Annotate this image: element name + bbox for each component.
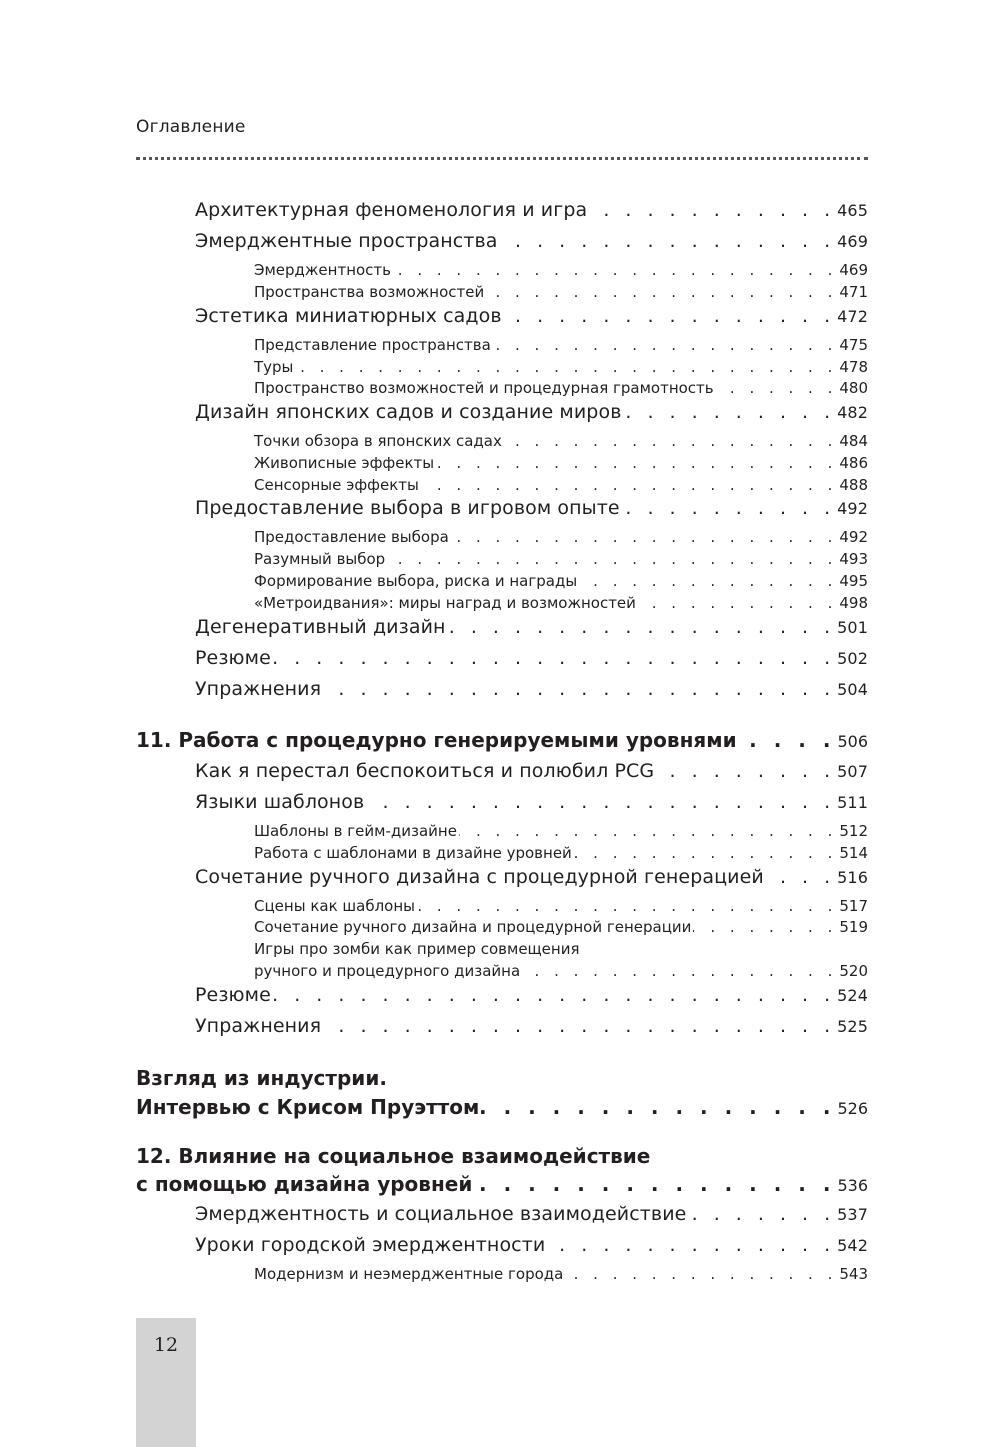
toc-entry[interactable] <box>195 866 868 888</box>
toc-entry-page: 486 <box>839 454 868 472</box>
toc-entry-page: 493 <box>839 550 868 568</box>
toc-entry-title: Модернизм и неэмерджентные города <box>254 1265 564 1283</box>
toc-subentry[interactable] <box>254 1265 868 1283</box>
toc-entry-title: Эмерджентность <box>254 261 392 279</box>
toc-entry-title: Дизайн японских садов и создание миров <box>195 401 622 423</box>
toc-leader-dots <box>273 984 835 1006</box>
toc-leader-dots <box>421 476 838 494</box>
toc-entry-page: 469 <box>839 261 868 279</box>
toc-entry-title: Эмерджентные пространства <box>195 230 498 252</box>
toc-chapter-title-line1[interactable]: 12. Влияние на социальное взаимодействие <box>136 1144 651 1168</box>
toc-subentry[interactable] <box>254 358 868 376</box>
toc-chapter[interactable] <box>136 1095 868 1119</box>
toc-subentry[interactable] <box>254 962 868 980</box>
toc-entry-page: 512 <box>839 822 868 840</box>
toc-entry-page: 504 <box>837 680 868 699</box>
toc-subentry[interactable] <box>254 476 868 494</box>
toc-subentry[interactable] <box>254 844 868 862</box>
toc-entry[interactable] <box>195 401 868 423</box>
toc-entry-page: 465 <box>837 201 868 220</box>
toc-subentry[interactable] <box>254 454 868 472</box>
toc-leader-dots <box>448 616 836 638</box>
toc-entry-page: 472 <box>837 307 868 326</box>
toc-leader-dots <box>504 305 836 327</box>
toc-leader-dots <box>387 550 837 568</box>
toc-leader-dots <box>366 791 835 813</box>
toc-leader-dots <box>393 261 837 279</box>
toc-entry-title: Работа с шаблонами в дизайне уровней <box>254 844 572 862</box>
toc-entry-page: 507 <box>837 762 868 781</box>
toc-chapter[interactable] <box>136 1172 868 1196</box>
toc-entry-title: Упражнения <box>195 1015 322 1037</box>
toc-leader-dots <box>500 230 836 252</box>
toc-entry[interactable] <box>195 1015 868 1037</box>
toc-leader-dots <box>493 336 838 354</box>
toc-entry-page: 471 <box>839 283 868 301</box>
toc-entry-title: Языки шаблонов <box>195 791 365 813</box>
toc-leader-dots <box>693 918 837 936</box>
toc-entry-title: Как я перестал беспокоиться и полюбил PCG <box>195 760 655 782</box>
toc-leader-dots <box>547 1234 835 1256</box>
toc-entry[interactable] <box>195 1234 868 1256</box>
toc-entry-page: 480 <box>839 379 868 397</box>
toc-entry[interactable] <box>195 497 868 519</box>
toc-leader-dots <box>474 1172 835 1196</box>
toc-entry-page: 495 <box>839 572 868 590</box>
toc-entry-title: Резюме <box>195 647 271 669</box>
toc-entry-title: Сцены как шаблоны <box>254 897 415 915</box>
toc-entry-title: Пространства возможностей <box>254 283 485 301</box>
toc-entry-page: 516 <box>837 868 868 887</box>
toc-entry-title: Эстетика миниатюрных садов <box>195 305 502 327</box>
toc-entry[interactable] <box>195 616 868 638</box>
toc-entry-title: Пространство возможностей и процедурная грамотность <box>254 379 714 397</box>
toc-entry-page: 498 <box>839 594 868 612</box>
toc-chapter-title-line1[interactable]: Взгляд из индустрии. <box>136 1066 387 1090</box>
toc-entry-title: Представление пространства <box>254 336 491 354</box>
toc-leader-dots <box>486 283 837 301</box>
toc-subentry[interactable] <box>254 822 868 840</box>
toc-subentry[interactable] <box>254 432 868 450</box>
toc-chapter-title: с помощью дизайна уровней <box>136 1172 473 1196</box>
toc-entry-page: 484 <box>839 432 868 450</box>
toc-subentry-title-line1[interactable]: Игры про зомби как пример совмещения <box>254 940 580 958</box>
toc-entry[interactable] <box>195 1203 868 1225</box>
toc-entry-page: 524 <box>837 986 868 1005</box>
toc-entry-title: Дегенеративный дизайн <box>195 616 446 638</box>
toc-subentry[interactable] <box>254 261 868 279</box>
toc-subentry[interactable] <box>254 550 868 568</box>
toc-leader-dots <box>323 1015 835 1037</box>
toc-entry-title: Туры <box>254 358 294 376</box>
toc-entry-title: ручного и процедурного дизайна <box>254 962 521 980</box>
toc-leader-dots <box>589 199 835 221</box>
toc-entry-page: 488 <box>839 476 868 494</box>
toc-entry-page: 469 <box>837 232 868 251</box>
toc-entry-title: Шаблоны в гейм-дизайне <box>254 822 457 840</box>
toc-leader-dots <box>739 728 836 752</box>
toc-entry-page: 492 <box>839 528 868 546</box>
toc-entry[interactable] <box>195 305 868 327</box>
toc-entry-title: Упражнения <box>195 678 322 700</box>
toc-entry-page: 492 <box>837 499 868 518</box>
page-number-tab <box>136 1318 196 1447</box>
toc-leader-dots <box>522 962 837 980</box>
toc-leader-dots <box>295 358 837 376</box>
toc-leader-dots <box>579 572 837 590</box>
toc-leader-dots <box>688 1203 835 1225</box>
toc-subentry[interactable] <box>254 572 868 590</box>
toc-entry-page: 519 <box>839 918 868 936</box>
toc-subentry[interactable] <box>254 379 868 397</box>
toc-entry-title: Архитектурная феноменология и игра <box>195 199 588 221</box>
toc-subentry[interactable] <box>254 918 868 936</box>
toc-entry-page: 520 <box>839 962 868 980</box>
toc-leader-dots <box>481 1095 835 1119</box>
toc-entry-title: Предоставление выбора в игровом опыте <box>195 497 620 519</box>
toc-entry-title: Предоставление выбора <box>254 528 449 546</box>
toc-entry-page: 514 <box>839 844 868 862</box>
toc-chapter-title: Интервью с Крисом Пруэттом <box>136 1095 480 1119</box>
toc-entry-page: 536 <box>837 1176 868 1195</box>
toc-leader-dots <box>323 678 835 700</box>
toc-leader-dots <box>638 594 837 612</box>
toc-entry[interactable] <box>195 199 868 221</box>
toc-entry[interactable] <box>195 760 868 782</box>
toc-entry-page: 501 <box>837 618 868 637</box>
toc-leader-dots <box>574 844 838 862</box>
toc-leader-dots <box>565 1265 837 1283</box>
toc-leader-dots <box>451 528 838 546</box>
toc-leader-dots <box>417 897 837 915</box>
toc-entry-title: Разумный выбор <box>254 550 386 568</box>
toc-leader-dots <box>656 760 835 782</box>
toc-entry[interactable] <box>195 984 868 1006</box>
toc-entry-title: Сочетание ручного дизайна с процедурной генерацией <box>195 866 764 888</box>
toc-leader-dots <box>766 866 835 888</box>
toc-entry-page: 517 <box>839 897 868 915</box>
toc-entry-page: 526 <box>837 1099 868 1118</box>
toc-entry-title: Уроки городской эмерджентности <box>195 1234 546 1256</box>
toc-entry-page: 525 <box>837 1017 868 1036</box>
toc-subentry[interactable] <box>254 336 868 354</box>
toc-entry-page: 542 <box>837 1236 868 1255</box>
page-number: 12 <box>153 1334 179 1356</box>
toc-entry-title: Живописные эффекты <box>254 454 435 472</box>
toc-leader-dots <box>624 401 836 423</box>
toc-entry-page: 543 <box>839 1265 868 1283</box>
toc-entry[interactable] <box>195 647 868 669</box>
toc-entry-title: Формирование выбора, риска и награды <box>254 572 578 590</box>
toc-subentry[interactable] <box>254 283 868 301</box>
toc-entry-title: Эмерджентность и социальное взаимодействие <box>195 1203 687 1225</box>
toc-entry[interactable] <box>195 230 868 252</box>
toc-leader-dots <box>436 454 837 472</box>
toc-entry-page: 506 <box>837 732 868 751</box>
toc-entry-page: 511 <box>837 793 868 812</box>
toc-entry-title: «Метроидвания»: миры наград и возможностей <box>254 594 636 612</box>
toc-entry-title: Резюме <box>195 984 271 1006</box>
toc-leader-dots <box>459 822 837 840</box>
toc-entry[interactable] <box>195 791 868 813</box>
toc-subentry[interactable] <box>254 528 868 546</box>
toc-subentry[interactable] <box>254 594 868 612</box>
toc-entry-page: 482 <box>837 403 868 422</box>
toc-leader-dots <box>504 432 838 450</box>
toc-chapter-title: 11. Работа с процедурно генерируемыми уровнями <box>136 728 737 752</box>
toc-entry-title: Сенсорные эффекты <box>254 476 419 494</box>
toc-leader-dots <box>273 647 835 669</box>
running-head: Оглавление <box>136 117 246 137</box>
toc-subentry[interactable] <box>254 897 868 915</box>
toc-entry-page: 478 <box>839 358 868 376</box>
toc-chapter[interactable] <box>136 728 868 752</box>
toc-leader-dots <box>716 379 838 397</box>
toc-entry-page: 475 <box>839 336 868 354</box>
toc-leader-dots <box>622 497 835 519</box>
toc-entry[interactable] <box>195 678 868 700</box>
toc-entry-page: 502 <box>837 649 868 668</box>
toc-entry-page: 537 <box>837 1205 868 1224</box>
toc-entry-title: Точки обзора в японских садах <box>254 432 502 450</box>
toc-entry-title: Сочетание ручного дизайна и процедурной генерации <box>254 918 692 936</box>
